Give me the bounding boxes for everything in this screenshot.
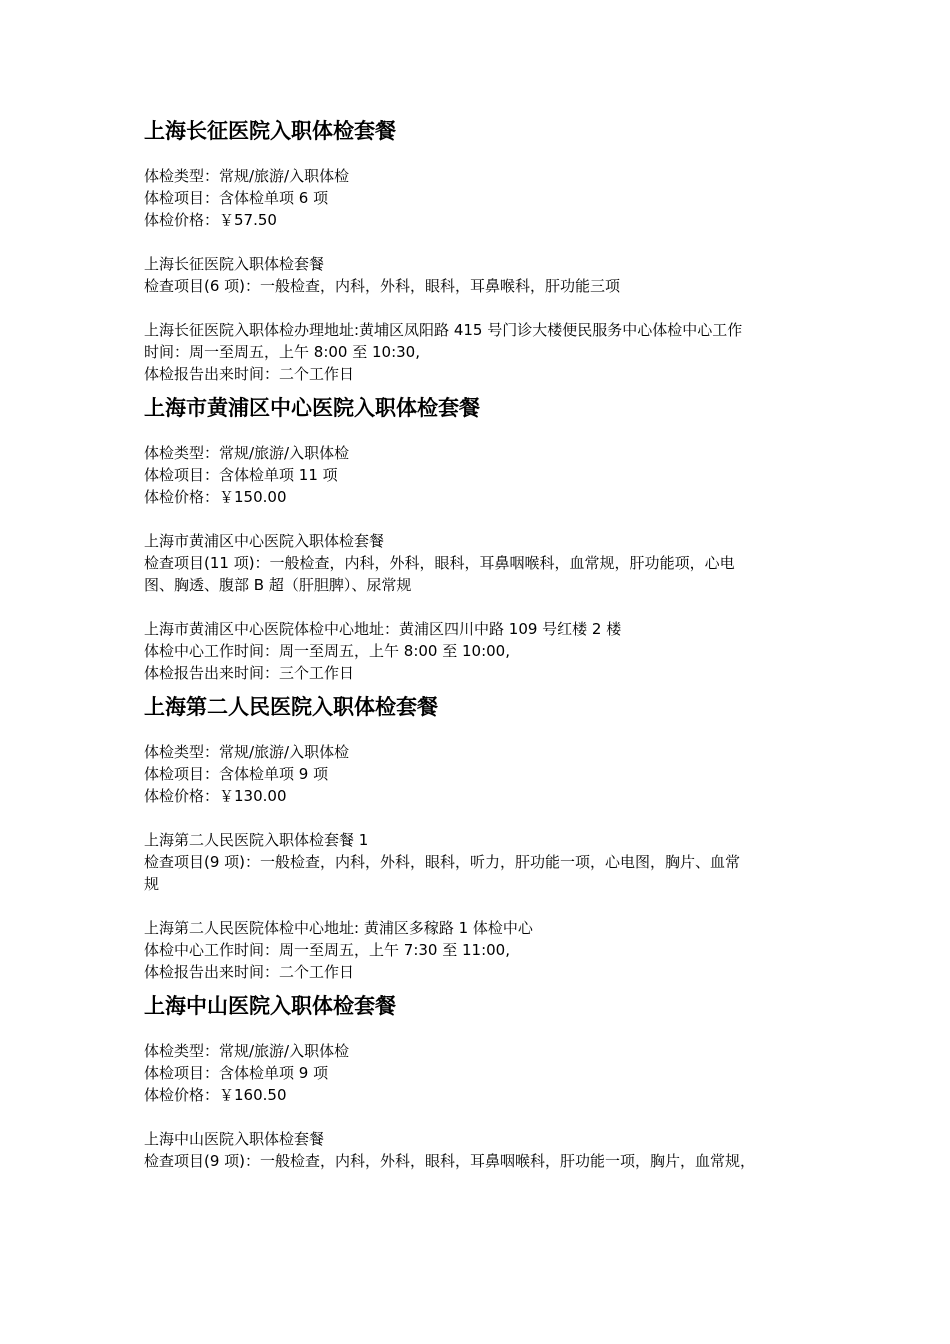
hours-line: 体检中心工作时间：周一至周五，上午 7:30 至 11:00, xyxy=(144,941,510,959)
report-time-line: 体检报告出来时间：三个工作日 xyxy=(144,664,355,682)
section-title: 上海市黄浦区中心医院入职体检套餐 xyxy=(144,396,480,420)
package-name: 上海第二人民医院入职体检套餐 1 xyxy=(144,831,369,849)
package-name: 上海市黄浦区中心医院入职体检套餐 xyxy=(144,532,385,550)
detail-line: 检查项目(9 项)：一般检查，内科，外科，眼科，耳鼻咽喉科，肝功能一项，胸片，血常规， xyxy=(144,1152,756,1170)
exam-price-line: 体检价格：￥130.00 xyxy=(144,787,287,805)
exam-type-line: 体检类型：常规/旅游/入职体检 xyxy=(144,1042,350,1060)
exam-items-line: 体检项目：含体检单项 6 项 xyxy=(144,189,329,207)
address-line: 上海第二人民医院体检中心地址: 黄浦区多稼路 1 体检中心 xyxy=(144,919,533,937)
detail-line: 检查项目(6 项)：一般检查，内科，外科，眼科，耳鼻喉科，肝功能三项 xyxy=(144,277,621,295)
hours-line: 体检中心工作时间：周一至周五，上午 8:00 至 10:00, xyxy=(144,642,510,660)
exam-items-line: 体检项目：含体检单项 11 项 xyxy=(144,466,338,484)
section-huangpu xyxy=(144,393,814,692)
section-second-peoples xyxy=(144,692,814,991)
exam-items-line: 体检项目：含体检单项 9 项 xyxy=(144,765,329,783)
exam-price-line: 体检价格：￥150.00 xyxy=(144,488,287,506)
detail-line: 检查项目(9 项)：一般检查，内科，外科，眼科，听力，肝功能一项，心电图，胸片、血常 xyxy=(144,853,741,871)
exam-type-line: 体检类型：常规/旅游/入职体检 xyxy=(144,444,350,462)
section-title: 上海中山医院入职体检套餐 xyxy=(144,994,396,1018)
document-content xyxy=(144,116,814,1172)
hours-line: 时间：周一至周五，上午 8:00 至 10:30, xyxy=(144,343,420,361)
report-time-line: 体检报告出来时间：二个工作日 xyxy=(144,963,355,981)
address-line: 上海长征医院入职体检办理地址:黄埔区凤阳路 415 号门诊大楼便民服务中心体检中心工作 xyxy=(144,321,743,339)
section-zhongshan xyxy=(144,991,814,1172)
address-line: 上海市黄浦区中心医院体检中心地址：黄浦区四川中路 109 号红楼 2 楼 xyxy=(144,620,622,638)
section-title: 上海长征医院入职体检套餐 xyxy=(144,119,396,143)
exam-price-line: 体检价格：￥57.50 xyxy=(144,211,277,229)
exam-type-line: 体检类型：常规/旅游/入职体检 xyxy=(144,167,350,185)
package-name: 上海长征医院入职体检套餐 xyxy=(144,255,325,273)
detail-line: 规 xyxy=(144,875,160,893)
detail-line: 检查项目(11 项)：一般检查，内科，外科，眼科，耳鼻咽喉科，血常规，肝功能项，心电 xyxy=(144,554,735,572)
package-name: 上海中山医院入职体检套餐 xyxy=(144,1130,325,1148)
report-time-line: 体检报告出来时间：二个工作日 xyxy=(144,365,355,383)
detail-line: 图、胸透、腹部 B 超（肝胆脾）、尿常规 xyxy=(144,576,412,594)
section-changzheng xyxy=(144,116,814,393)
exam-price-line: 体检价格：￥160.50 xyxy=(144,1086,287,1104)
section-title: 上海第二人民医院入职体检套餐 xyxy=(144,695,438,719)
exam-type-line: 体检类型：常规/旅游/入职体检 xyxy=(144,743,350,761)
exam-items-line: 体检项目：含体检单项 9 项 xyxy=(144,1064,329,1082)
